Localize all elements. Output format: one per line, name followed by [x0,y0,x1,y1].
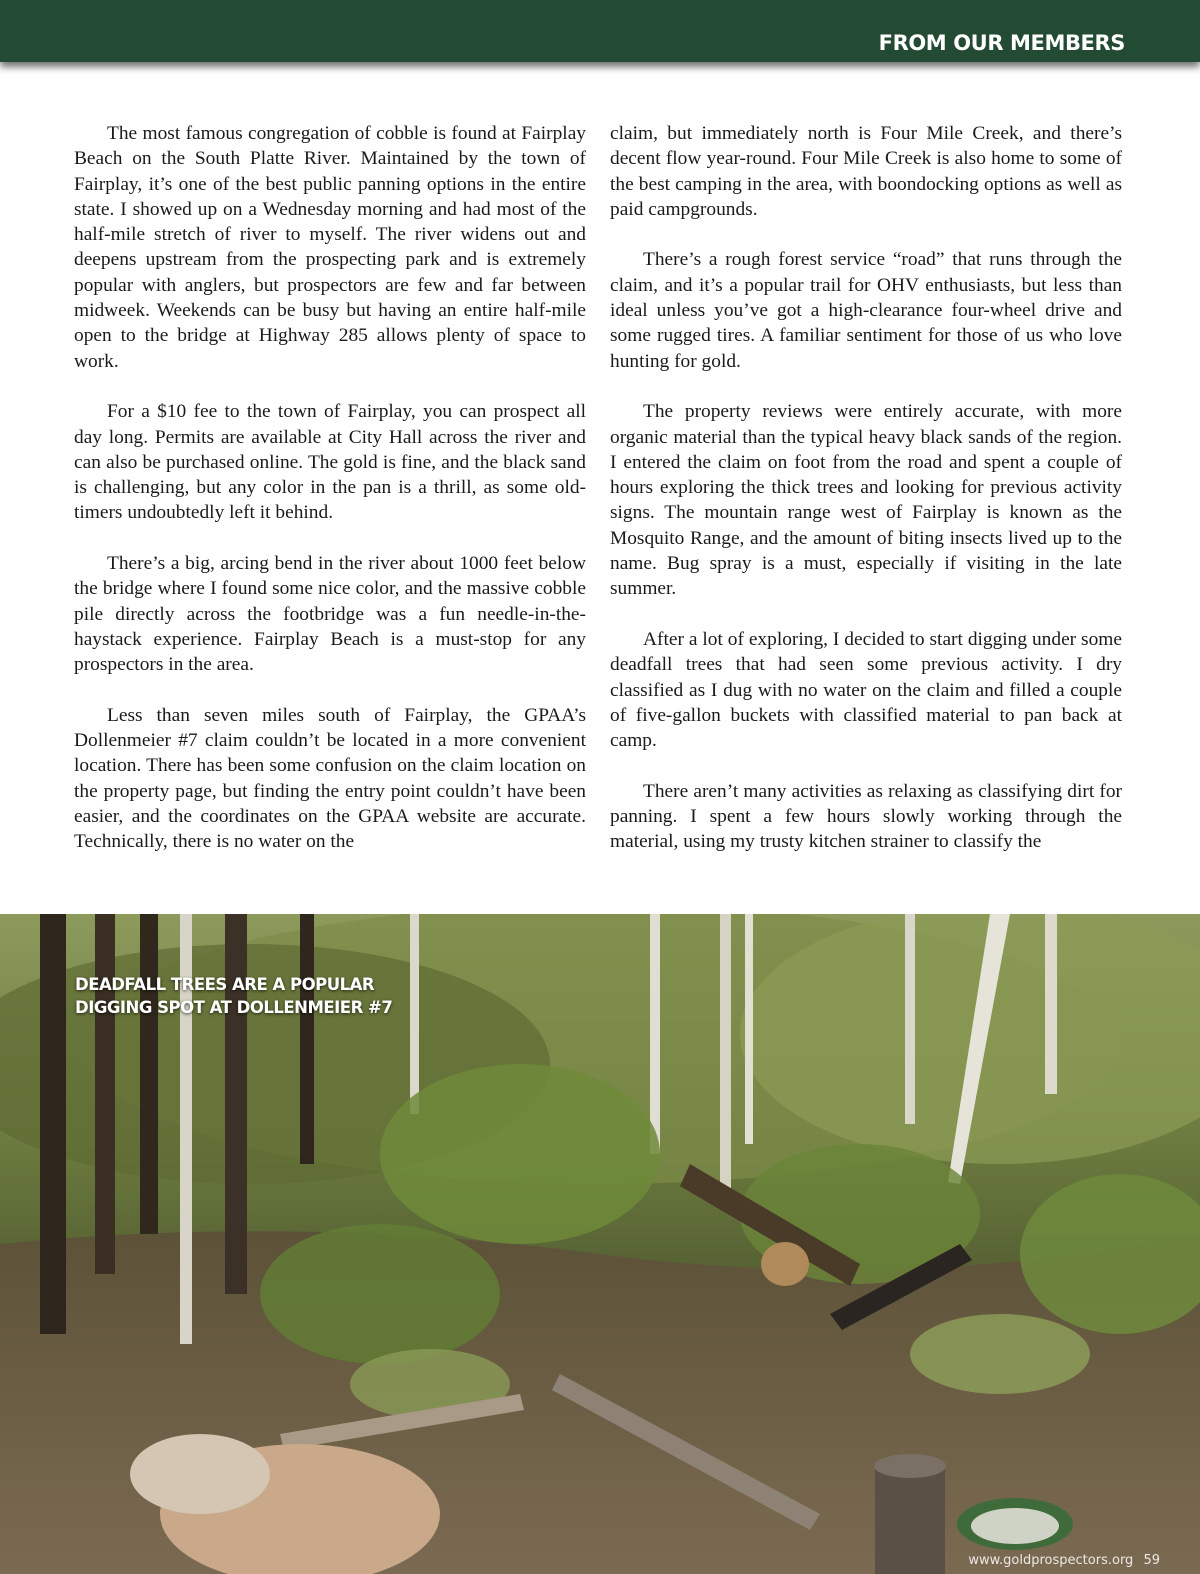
section-header-band [0,0,1200,62]
website-url: www.goldprospectors.org [968,1553,1134,1568]
page-footer [968,1553,1160,1568]
paragraph: There’s a rough forest service “road” that runs through the claim, and it’s a popular trail for OHV enthusiasts, but less than ideal unless you’ve got a high-clearance four-wheel drive and some rugged tires. A familiar sentiment for those of us who love hunting for gold. [610,249,1122,372]
article-column-right [610,121,1122,880]
photo-caption [75,973,392,1019]
paragraph: For a $10 fee to the town of Fairplay, you can prospect all day long. Permits are available at City Hall across the river and can also be purchased online. The gold is fine, and the black sand is challenging, but any color in the pan is a thrill, as some old-timers undoubtedly left it behind. [74,401,586,524]
caption-line: DEADFALL TREES ARE A POPULAR [75,975,375,994]
forest-photo [0,914,1200,1574]
paragraph: Less than seven miles south of Fairplay, the GPAA’s Dollenmeier #7 claim couldn’t be located in a more convenient location. There has been some confusion on the claim location on the property page, but finding the entry point couldn’t have been easier, and the coordinates on the GPAA website are accurate. Technically, there is no water on the [74,704,586,853]
paragraph: The property reviews were entirely accurate, with more organic material than the typical heavy black sands of the region. I entered the claim on foot from the road and spent a couple of hours exploring the thick trees and looking for previous activity signs. The mountain range west of Fairplay is known as the Mosquito Range, and the amount of biting insects lived up to the name. Bug spray is a must, especially if visiting in the late summer. [610,401,1122,600]
paragraph: There aren’t many activities as relaxing as classifying dirt for panning. I spent a few hours slowly working through the material, using my trusty kitchen strainer to classify the [610,780,1122,853]
article-column-left [74,121,586,880]
caption-line: DIGGING SPOT AT DOLLENMEIER #7 [75,998,393,1017]
section-title: FROM OUR MEMBERS [878,31,1125,55]
paragraph: There’s a big, arcing bend in the river about 1000 feet below the bridge where I found some nice color, and the massive cobble pile directly across the footbridge was a fun needle-in-the-haystack experience. Fairplay Beach is a must-stop for any prospectors in the area. [74,553,586,676]
paragraph: After a lot of exploring, I decided to start digging under some deadfall trees that had seen some previous activity. I dry classified as I dug with no water on the claim and filled a couple of five-gallon buckets with classified material to pan back at camp. [610,628,1122,752]
paragraph: The most famous congregation of cobble is found at Fairplay Beach on the South Platte River. Maintained by the town of Fairplay, it’s one of the best public panning options in the entire state. I showed up on a Wednesday morning and had most of the half-mile stretch of river to myself. The river widens out and deepens upstream from the prospecting park and is extremely popular with anglers, but prospectors are few and far between midweek. Weekends can be busy but having an entire half-mile open to the bridge at Highway 285 allows plenty of space to work. [74,123,586,372]
page-number: 59 [1143,1553,1160,1568]
paragraph-continued: claim, but immediately north is Four Mile Creek, and there’s decent flow year-round. Four Mile Creek is also home to some of the best camping in the area, with boondocking options as well as paid campgrounds. [610,123,1122,220]
